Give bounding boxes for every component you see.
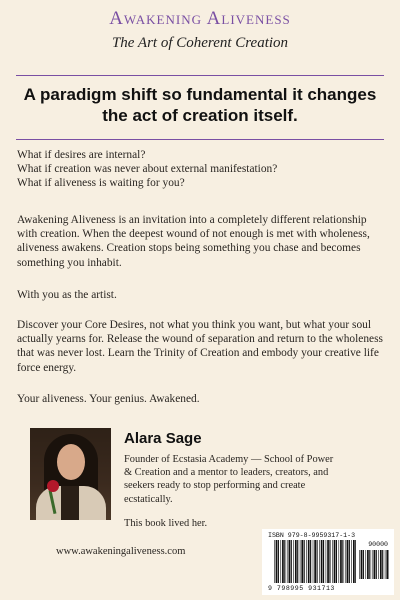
barcode-bar [310, 540, 311, 583]
barcode-bar [274, 540, 275, 583]
top-divider [16, 75, 384, 76]
barcode-bar [308, 540, 310, 583]
barcode-bar [361, 550, 363, 579]
barcode-bar [313, 540, 314, 583]
barcode-bar [321, 540, 323, 583]
barcode-bar [376, 550, 377, 579]
barcode-bar [306, 540, 307, 583]
barcode-bar [372, 550, 373, 579]
blurb-paragraph-4: Your aliveness. Your genius. Awakened. [17, 393, 200, 405]
barcode-bar [276, 540, 278, 583]
barcode-bar [327, 540, 329, 583]
author-bio [124, 453, 386, 506]
barcode-bar [369, 550, 370, 579]
barcode-bar [317, 540, 318, 583]
question-3: What if aliveness is waiting for you? [17, 177, 185, 190]
barcode-bar [353, 540, 355, 583]
barcode-bar [278, 540, 279, 583]
barcode-bar [385, 550, 386, 579]
barcode-bar [359, 550, 360, 579]
barcode-bars [274, 540, 356, 583]
barcode-bar [349, 540, 350, 583]
author-name: Alara Sage [124, 430, 202, 447]
barcode-bar [329, 540, 330, 583]
barcode-bar [289, 540, 291, 583]
question-1: What if desires are internal? [17, 149, 146, 161]
book-title: Awakening Aliveness [109, 8, 291, 29]
author-portrait-image [30, 428, 111, 520]
barcode-bar [280, 540, 281, 583]
barcode-bar [282, 540, 284, 583]
bottom-divider [16, 139, 384, 140]
barcode-bar [363, 550, 364, 579]
barcode-bar [380, 550, 382, 579]
isbn-barcode [262, 529, 394, 595]
author-closing-line: This book lived her. [124, 518, 208, 529]
author-bio-line: ecstatically. [124, 493, 173, 505]
barcode-bar [301, 540, 303, 583]
barcode-bar [323, 540, 324, 583]
rose-icon [47, 480, 59, 492]
barcode-bar [351, 540, 352, 583]
barcode-bar [340, 540, 342, 583]
website-link[interactable]: www.awakeningaliveness.com [56, 546, 186, 557]
barcode-bar [287, 540, 288, 583]
barcode-bar [382, 550, 383, 579]
price-code: 90000 [368, 541, 388, 548]
barcode-bar [297, 540, 298, 583]
author-bio-line: Founder of Ecstasia Academy — School of Power [124, 454, 334, 465]
barcode-bar [355, 540, 356, 583]
barcode-bar [345, 540, 346, 583]
headline: A paradigm shift so fundamental it changes the act of creation itself. [23, 85, 377, 125]
question-list [17, 148, 385, 191]
question-2: What if creation was never about external manifestation? [17, 163, 278, 176]
barcode-bar [304, 540, 305, 583]
barcode-bar [347, 540, 349, 583]
barcode-bar [319, 540, 320, 583]
barcode-bar [295, 540, 297, 583]
barcode-bar [326, 540, 327, 583]
author-bio-line: & Creation and a mentor to leaders, creators, and [124, 467, 329, 479]
barcode-bar [336, 540, 337, 583]
blurb-paragraph-2: With you as the artist. [17, 289, 117, 301]
barcode-bar [339, 540, 340, 583]
barcode-bar [386, 550, 388, 579]
blurb-paragraph-3: Discover your Core Desires, not what you think you want, but what your soul actually yearns for. Release the wound of separation and return to the wholeness that was never lost. Learn the Trinity of Creation and embody your creative life force energy. [17, 319, 383, 374]
barcode-bar [374, 550, 376, 579]
author-bio-line: seekers ready to stop performing and create [124, 480, 306, 492]
blurb-paragraph-1: Awakening Aliveness is an invitation into a completely different relationship with creation. When the deepest wound of not enough is met with wholeness, aliveness awakens. Creation stops being something you chase and becomes something you inhabit. [17, 214, 370, 269]
isbn-label: ISBN 979-8-9959317-1-3 [268, 532, 356, 539]
barcode-bar [334, 540, 336, 583]
barcode-bar [300, 540, 301, 583]
barcode-bar [367, 550, 369, 579]
book-subtitle: The Art of Coherent Creation [111, 35, 289, 51]
barcode-bar [284, 540, 285, 583]
barcode-bar [365, 550, 366, 579]
barcode-bar [332, 540, 333, 583]
barcode-bar [314, 540, 316, 583]
barcode-digits: 9 798995 931713 [268, 585, 335, 592]
barcode-bar [342, 540, 343, 583]
barcode-bar [378, 550, 379, 579]
barcode-addon-bars [359, 550, 389, 579]
barcode-bar [291, 540, 292, 583]
barcode-bar [293, 540, 294, 583]
